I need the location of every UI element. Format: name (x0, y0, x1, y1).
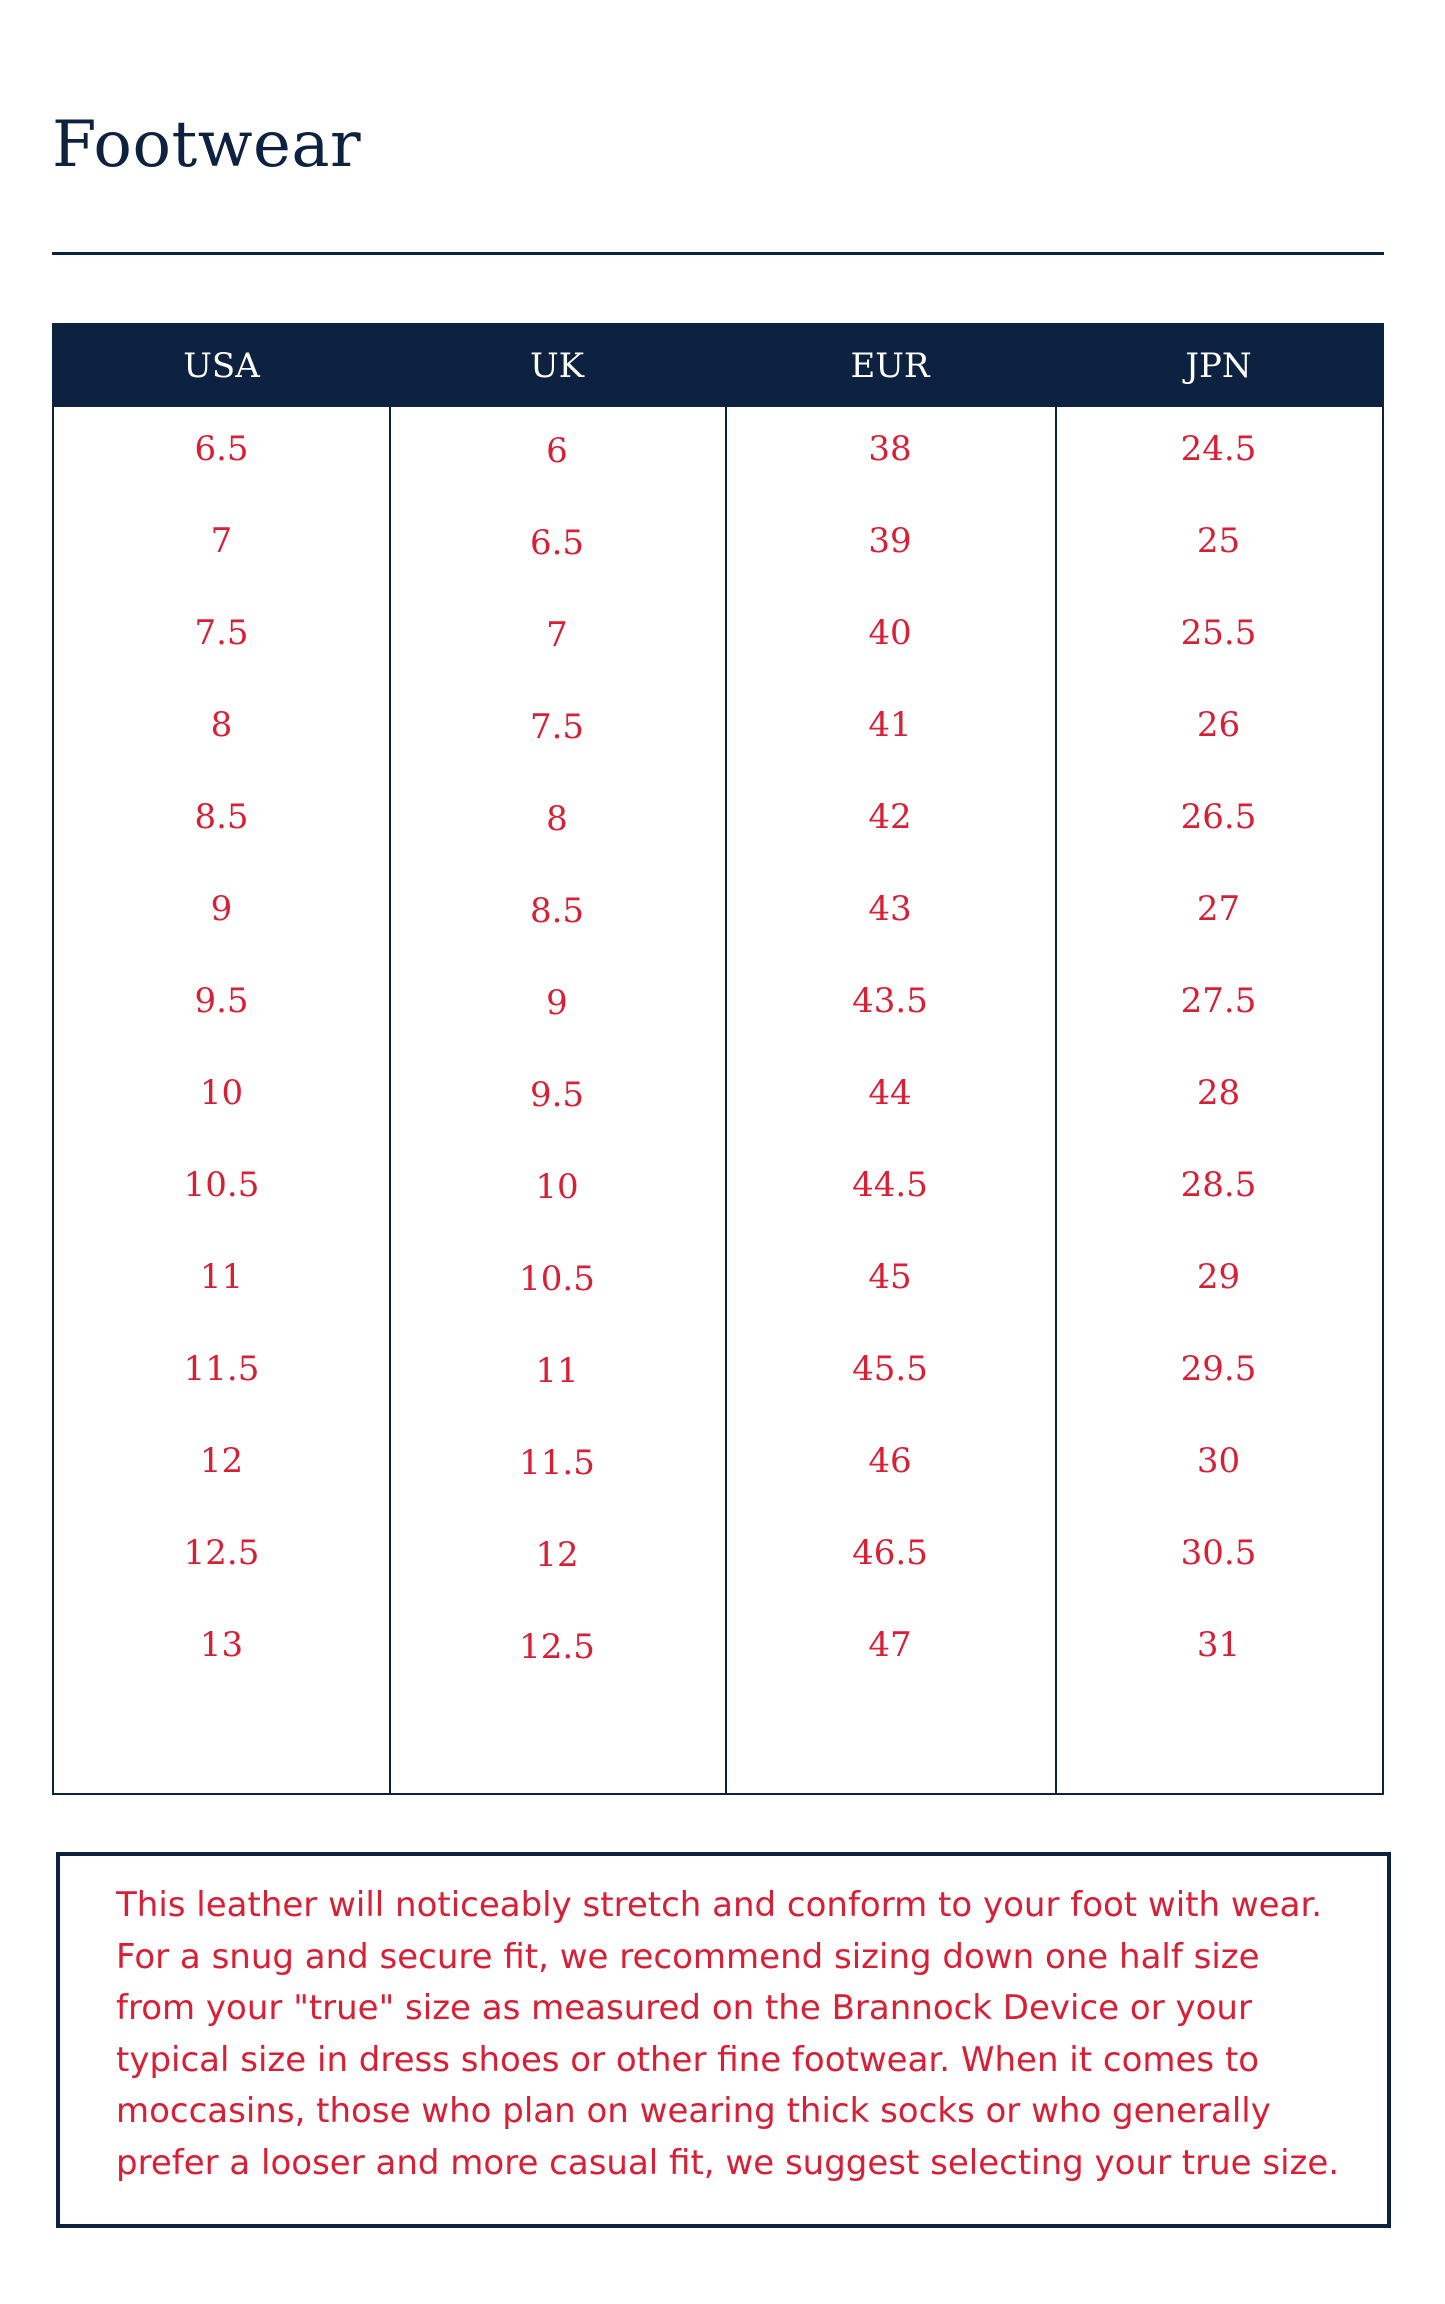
size-cell-jpn: 28 (1196, 1073, 1241, 1113)
size-cell-uk: 11.5 (519, 1443, 595, 1483)
size-cell-eur: 46 (868, 1441, 912, 1481)
size-cell-eur: 43.5 (852, 981, 928, 1021)
size-cell-eur: 40 (868, 613, 912, 653)
size-cell-jpn: 26 (1196, 705, 1241, 745)
size-cell-eur: 44 (868, 1073, 912, 1113)
note-line: prefer a looser and more casual fit, we suggest selecting your true size. (116, 2142, 1340, 2183)
size-cell-uk: 7 (546, 615, 568, 655)
size-cell-eur: 42 (868, 797, 912, 837)
size-cell-usa: 11.5 (183, 1349, 260, 1389)
size-cell-usa: 10 (199, 1073, 244, 1113)
size-cell-uk: 6 (546, 431, 568, 471)
header-usa: USA (183, 346, 260, 386)
size-cell-eur: 44.5 (852, 1165, 928, 1205)
header-eur: EUR (850, 346, 930, 386)
size-cell-jpn: 25 (1196, 521, 1241, 561)
size-cell-usa: 6.5 (194, 429, 249, 469)
fit-note-box (56, 1852, 1391, 2228)
size-cell-jpn: 27 (1196, 889, 1241, 929)
note-line: from your "true" size as measured on the Brannock Device or your (116, 1988, 1252, 2028)
size-cell-eur: 45 (868, 1257, 912, 1297)
size-cell-jpn: 30.5 (1180, 1533, 1257, 1573)
size-cell-usa: 12 (199, 1441, 244, 1481)
size-cell-uk: 7.5 (529, 707, 585, 747)
size-cell-uk: 10 (535, 1167, 579, 1207)
size-cell-usa: 8.5 (194, 797, 249, 837)
size-cell-jpn: 30 (1196, 1441, 1241, 1481)
size-cell-usa: 10.5 (183, 1165, 260, 1205)
size-cell-eur: 38 (868, 429, 912, 469)
size-cell-usa: 9 (210, 889, 233, 929)
size-cell-jpn: 25.5 (1180, 613, 1257, 653)
header-jpn: JPN (1185, 346, 1252, 386)
size-cell-jpn: 27.5 (1180, 981, 1257, 1021)
size-cell-usa: 13 (199, 1625, 244, 1665)
size-cell-jpn: 29 (1196, 1257, 1241, 1297)
note-line: This leather will noticeably stretch and conform to your foot with wear. (116, 1885, 1323, 1925)
size-cell-jpn: 28.5 (1180, 1165, 1257, 1205)
size-cell-uk: 11 (535, 1351, 579, 1391)
size-cell-uk: 9 (546, 983, 568, 1023)
size-cell-jpn: 24.5 (1180, 429, 1257, 469)
page-title: Footwear (52, 108, 362, 182)
size-cell-usa: 7.5 (194, 613, 249, 653)
size-cell-uk: 12 (535, 1535, 579, 1575)
size-cell-eur: 45.5 (852, 1349, 928, 1389)
size-cell-uk: 6.5 (529, 523, 585, 563)
note-line: For a snug and secure fit, we recommend sizing down one half size (116, 1936, 1260, 1977)
size-cell-eur: 46.5 (852, 1533, 928, 1573)
size-cell-uk: 8.5 (529, 891, 585, 931)
header-uk: UK (529, 346, 585, 386)
size-cell-usa: 9.5 (194, 981, 249, 1021)
size-cell-uk: 9.5 (529, 1075, 585, 1115)
size-cell-jpn: 29.5 (1180, 1349, 1257, 1389)
fit-note-text (116, 1880, 1356, 2189)
size-cell-jpn: 26.5 (1180, 797, 1257, 837)
size-cell-jpn: 31 (1196, 1625, 1241, 1665)
size-cell-eur: 39 (868, 521, 912, 561)
size-chart-table (52, 323, 1384, 1795)
size-cell-usa: 7 (210, 521, 233, 561)
size-cell-usa: 12.5 (183, 1533, 260, 1573)
size-cell-eur: 41 (868, 705, 912, 745)
title-divider (52, 252, 1384, 255)
size-cell-usa: 11 (199, 1257, 244, 1297)
size-cell-usa: 8 (210, 705, 233, 745)
note-line: typical size in dress shoes or other fine footwear. When it comes to (116, 2039, 1260, 2080)
size-cell-eur: 43 (868, 889, 912, 929)
size-cell-uk: 8 (546, 799, 568, 839)
size-cell-uk: 10.5 (519, 1259, 595, 1299)
size-cell-uk: 12.5 (519, 1627, 595, 1667)
note-line: moccasins, those who plan on wearing thick socks or who generally (116, 2091, 1271, 2131)
size-cell-eur: 47 (868, 1625, 912, 1665)
table-header (54, 325, 1382, 407)
